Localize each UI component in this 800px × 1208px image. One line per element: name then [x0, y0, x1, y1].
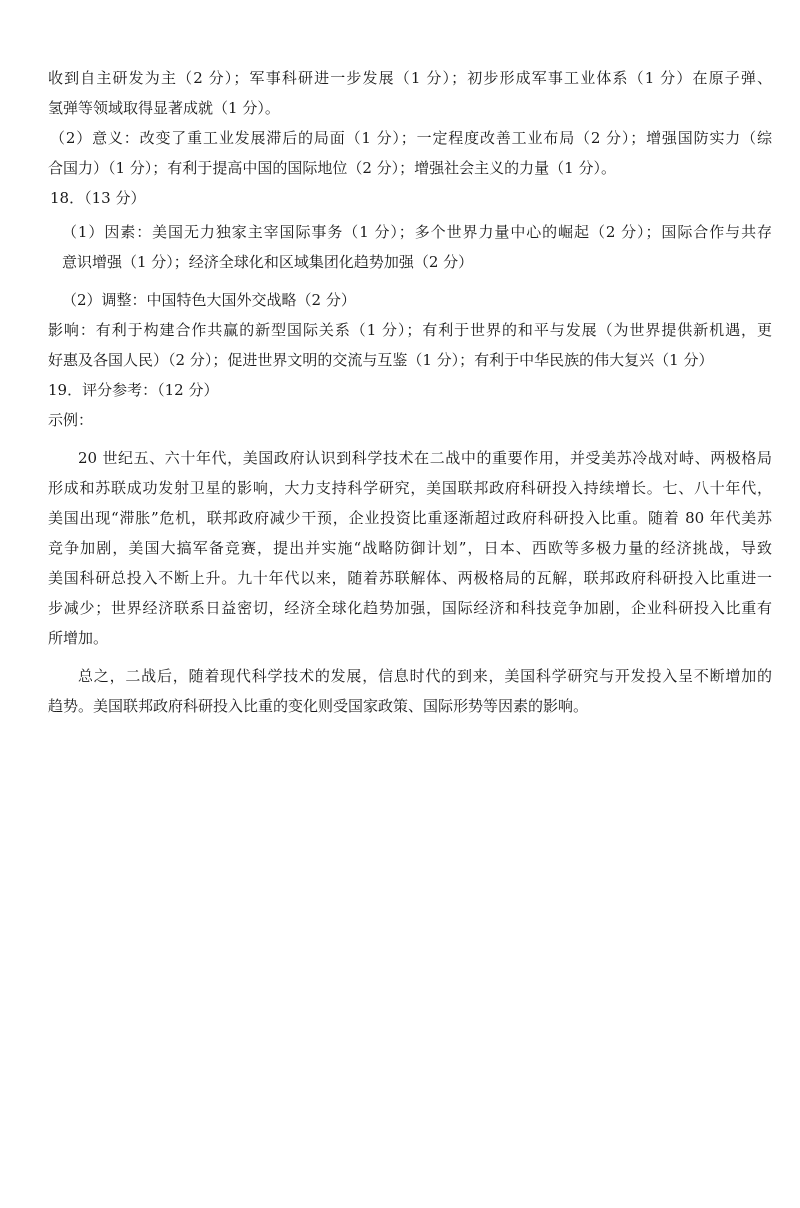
text-line: 影响：有利于构建合作共赢的新型国际关系（1 分）；有利于世界的和平与发展（为世界提供新机遇，更: [48, 321, 772, 339]
section-heading-19: 19．评分参考：（12 分）: [48, 381, 219, 399]
text-line: 所增加。: [48, 629, 109, 647]
text-line: 20 世纪五、六十年代，美国政府认识到科学技术在二战中的重要作用，并受美苏冷战对峙、两极格局: [78, 449, 772, 467]
text-line: 步减少；世界经济联系日益密切，经济全球化趋势加强，国际经济和科技竞争加剧，企业科研投入比重有: [48, 599, 772, 617]
section-heading-18: 18．（13 分）: [50, 189, 146, 207]
text-line: 好惠及各国人民）（2 分）；促进世界文明的交流与互鉴（1 分）；有利于中华民族的伟大复兴（1 分）: [48, 351, 714, 369]
text-line: 美国出现“滞胀”危机，联邦政府减少干预，企业投资比重逐渐超过政府科研投入比重。随着 80 年代美苏: [48, 509, 772, 527]
text-line: 美国科研总投入不断上升。九十年代以来，随着苏联解体、两极格局的瓦解，联邦政府科研投入比重进一: [48, 569, 772, 587]
text-line: （2）调整：中国特色大国外交战略（2 分）: [62, 291, 356, 309]
example-label: 示例：: [48, 411, 94, 429]
text-line: 合国力）（1 分）；有利于提高中国的国际地位（2 分）；增强社会主义的力量（1 分）。: [48, 159, 616, 177]
text-line: 氢弹等领域取得显著成就（1 分）。: [48, 99, 280, 117]
text-line: 竞争加剧，美国大搞军备竞赛，提出并实施“战略防御计划”，日本、西欧等多极力量的经济挑战，导致: [48, 539, 772, 557]
text-line: 总之，二战后，随着现代科学技术的发展，信息时代的到来，美国科学研究与开发投入呈不断增加的: [78, 667, 772, 685]
text-line: 意识增强（1 分）；经济全球化和区域集团化趋势加强（2 分）: [62, 253, 474, 271]
text-line: （1）因素：美国无力独家主宰国际事务（1 分）；多个世界力量中心的崛起（2 分）；国际合作与共存: [62, 223, 772, 241]
text-line: 收到自主研发为主（2 分）；军事科研进一步发展（1 分）；初步形成军事工业体系（1 分）在原子弹、: [48, 69, 772, 87]
text-line: （2）意义：改变了重工业发展滞后的局面（1 分）；一定程度改善工业布局（2 分）；增强国防实力（综: [50, 129, 772, 147]
text-line: 趋势。美国联邦政府科研投入比重的变化则受国家政策、国际形势等因素的影响。: [48, 697, 589, 715]
text-line: 形成和苏联成功发射卫星的影响，大力支持科学研究，美国联邦政府科研投入持续增长。七、八十年代，: [48, 479, 772, 497]
